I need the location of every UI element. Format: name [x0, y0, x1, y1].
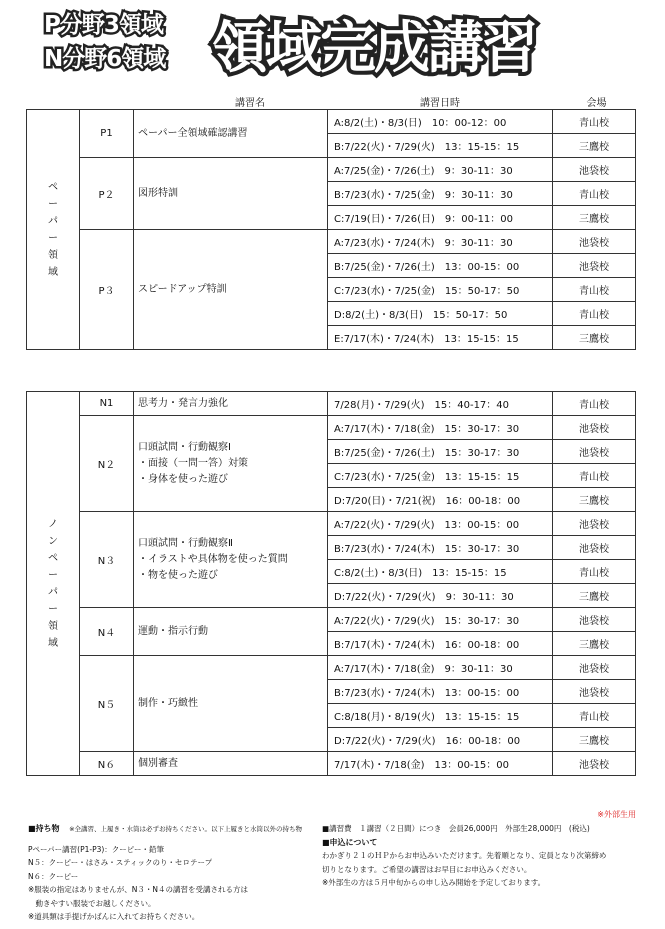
course-name-line: 制作・巧緻性 — [138, 697, 198, 709]
session-venue: 池袋校 — [553, 416, 636, 440]
course-code: P1 — [80, 110, 134, 158]
session-date: B:7/23(水)・7/24(木) 15：30-17：30 — [328, 536, 553, 560]
session-venue: 池袋校 — [553, 536, 636, 560]
course-code: N1 — [80, 392, 134, 416]
session-venue: 池袋校 — [553, 680, 636, 704]
session-venue: 青山校 — [553, 182, 636, 206]
session-row — [27, 608, 636, 632]
course-name — [134, 608, 328, 656]
session-date: 7/17(木)・7/18(金) 13：00-15：00 — [328, 752, 553, 776]
session-date: A:7/22(火)・7/29(火) 15：30-17：30 — [328, 608, 553, 632]
domain-label-char: ペ — [48, 552, 58, 564]
items-line: N６：クーピー — [28, 871, 79, 881]
session-date: B:7/17(木)・7/24(木) 16：00-18：00 — [328, 632, 553, 656]
apply-line: 切りとなります。ご希望の講習はお早目にお申込みください。 — [322, 864, 532, 874]
session-date: C:7/19(日)・7/26(日) 9：00-11：00 — [328, 206, 553, 230]
session-venue: 池袋校 — [553, 752, 636, 776]
apply-line: わかぎり２１のＨＰからお申込みいただけます。先着順となり、定員となり次第締め — [322, 851, 607, 860]
session-venue: 池袋校 — [553, 440, 636, 464]
domain-label-char: パ — [48, 586, 58, 598]
column-header-name: 講習名 — [235, 98, 265, 109]
course-name — [134, 752, 328, 776]
session-venue: 青山校 — [553, 278, 636, 302]
domain-label — [27, 392, 80, 776]
session-venue: 青山校 — [553, 110, 636, 134]
course-name — [134, 512, 328, 608]
items-line: ※道具類は手提げかばんに入れてお持ちください。 — [28, 912, 200, 921]
course-name-line: ・物を使った遊び — [138, 569, 218, 581]
domain-label-char: ー — [48, 603, 58, 615]
session-date: C:8/18(月)・8/19(火) 13：15-15：15 — [328, 704, 553, 728]
domain-label-char: ペ — [48, 181, 58, 193]
session-venue: 三鷹校 — [553, 206, 636, 230]
domain-label-char: パ — [48, 215, 58, 227]
session-date: B:7/23(水)・7/24(木) 13：00-15：00 — [328, 680, 553, 704]
session-date: A:8/2(土)・8/3(日) 10：00-12：00 — [328, 110, 553, 134]
items-line: ※服装の指定はありませんが、N３・N４の講習を受講される方は — [28, 885, 249, 894]
session-date: D:7/20(日)・7/21(祝) 16：00-18：00 — [328, 488, 553, 512]
course-name — [134, 656, 328, 752]
session-date: A:7/17(木)・7/18(金) 15：30-17：30 — [328, 416, 553, 440]
session-row — [27, 392, 636, 416]
course-code: N５ — [80, 656, 134, 752]
course-code: P３ — [80, 230, 134, 350]
course-name-line: 口頭試問・行動観察Ⅱ — [138, 537, 233, 549]
fee-apply-section — [322, 822, 606, 890]
session-date: B:7/23(水)・7/25(金) 9：30-11：30 — [328, 182, 553, 206]
course-name — [134, 416, 328, 512]
session-date: B:7/25(金)・7/26(土) 13：00-15：00 — [328, 254, 553, 278]
session-venue: 池袋校 — [553, 254, 636, 278]
session-venue: 三鷹校 — [553, 584, 636, 608]
course-name-line: 口頭試問・行動観察Ⅰ — [138, 441, 231, 453]
items-note: ※全講習、上履き・水筒は必ずお持ちください。以下上履きと水筒以外の持ち物 — [69, 825, 303, 833]
session-row — [27, 110, 636, 134]
course-code: N３ — [80, 512, 134, 608]
session-date: 7/28(月)・7/29(火) 15：40-17：40 — [328, 392, 553, 416]
course-name: ペーパー全領域確認講習 — [134, 110, 328, 158]
course-code: P２ — [80, 158, 134, 230]
session-date: A:7/23(水)・7/24(木) 9：30-11：30 — [328, 230, 553, 254]
session-row — [27, 158, 636, 182]
session-venue: 池袋校 — [553, 512, 636, 536]
page-title: 領域完成講習 — [212, 16, 536, 81]
course-name-line: 思考力・発言力強化 — [138, 397, 228, 409]
domain-label-char: ン — [48, 535, 58, 547]
session-date: A:7/25(金)・7/26(土) 9：30-11：30 — [328, 158, 553, 182]
session-venue: 青山校 — [553, 704, 636, 728]
course-name: スピードアップ特訓 — [134, 230, 328, 350]
nonpaper-domain-table — [26, 391, 636, 776]
session-venue: 三鷹校 — [553, 488, 636, 512]
column-header-venue: 会場 — [586, 98, 607, 109]
session-venue: 青山校 — [553, 392, 636, 416]
paper-domain-table — [26, 109, 636, 350]
session-venue: 三鷹校 — [553, 632, 636, 656]
session-venue: 青山校 — [553, 302, 636, 326]
session-venue: 池袋校 — [553, 230, 636, 254]
session-venue: 池袋校 — [553, 656, 636, 680]
course-name-line: ・面接（一問一答）対策 — [138, 457, 248, 469]
items-line: N５：クーピー・はさみ・スティックのり・セロテープ — [28, 858, 213, 867]
session-row — [27, 656, 636, 680]
course-name-line: 運動・指示行動 — [138, 625, 208, 637]
session-date: D:7/22(火)・7/29(火) 16：00-18：00 — [328, 728, 553, 752]
domain-label-char: 域 — [48, 637, 58, 649]
course-name — [134, 392, 328, 416]
session-row — [27, 752, 636, 776]
course-code: N６ — [80, 752, 134, 776]
course-name-line: ・身体を使った遊び — [138, 473, 228, 485]
external-student-note: ※外部生用 — [597, 810, 636, 819]
session-date: C:7/23(水)・7/25(金) 13：15-15：15 — [328, 464, 553, 488]
fee-text: ■講習費 １講習（２日間）につき 会員26,000円 外部生28,000円 (税込) — [322, 824, 590, 833]
domain-label-char: ー — [48, 198, 58, 210]
session-date: A:7/17(木)・7/18(金) 9：30-11：30 — [328, 656, 553, 680]
session-row — [27, 512, 636, 536]
domain-label — [27, 110, 80, 350]
course-name-line: ・イラストや具体物を使った質問 — [138, 553, 288, 565]
course-code: N４ — [80, 608, 134, 656]
session-date: B:7/25(金)・7/26(土) 15：30-17：30 — [328, 440, 553, 464]
session-row — [27, 230, 636, 254]
domain-label-char: ー — [48, 232, 58, 244]
session-date: C:7/23(水)・7/25(金) 15：50-17：50 — [328, 278, 553, 302]
apply-line: ※外部生の方は５月中旬からの申し込み開始を予定しております。 — [322, 878, 546, 887]
session-row — [27, 416, 636, 440]
session-venue: 池袋校 — [553, 608, 636, 632]
header-line-2: N分野6領域 — [44, 46, 166, 72]
domain-label-char: 領 — [48, 620, 58, 632]
domain-label-char: ノ — [48, 518, 58, 530]
course-name: 図形特訓 — [134, 158, 328, 230]
page-header — [0, 0, 665, 88]
session-venue: 三鷹校 — [553, 326, 636, 350]
session-venue: 三鷹校 — [553, 134, 636, 158]
items-section — [28, 822, 302, 924]
apply-title: ■申込について — [322, 837, 378, 847]
items-line: Pペーパー講習(P1-P3)：クーピー・鉛筆 — [28, 844, 164, 854]
domain-label-char: ー — [48, 569, 58, 581]
domain-label-char: 域 — [48, 266, 58, 278]
column-header-date: 講習日時 — [420, 98, 460, 109]
course-name-line: 個別審査 — [138, 757, 178, 769]
session-date: B:7/22(火)・7/29(火) 13：15-15：15 — [328, 134, 553, 158]
items-title: ■持ち物 — [28, 824, 60, 833]
session-date: A:7/22(火)・7/29(火) 13：00-15：00 — [328, 512, 553, 536]
header-line-1: P分野3領域 — [44, 12, 163, 38]
session-date: D:8/2(土)・8/3(日) 15：50-17：50 — [328, 302, 553, 326]
course-code: N２ — [80, 416, 134, 512]
domain-label-char: 領 — [48, 249, 58, 261]
items-line: 動きやすい服装でお越しください。 — [28, 898, 156, 908]
session-date: E:7/17(木)・7/24(木) 13：15-15：15 — [328, 326, 553, 350]
session-venue: 池袋校 — [553, 158, 636, 182]
session-venue: 青山校 — [553, 560, 636, 584]
session-venue: 三鷹校 — [553, 728, 636, 752]
session-date: C:8/2(土)・8/3(日) 13：15-15：15 — [328, 560, 553, 584]
session-venue: 青山校 — [553, 464, 636, 488]
session-date: D:7/22(火)・7/29(火) 9：30-11：30 — [328, 584, 553, 608]
